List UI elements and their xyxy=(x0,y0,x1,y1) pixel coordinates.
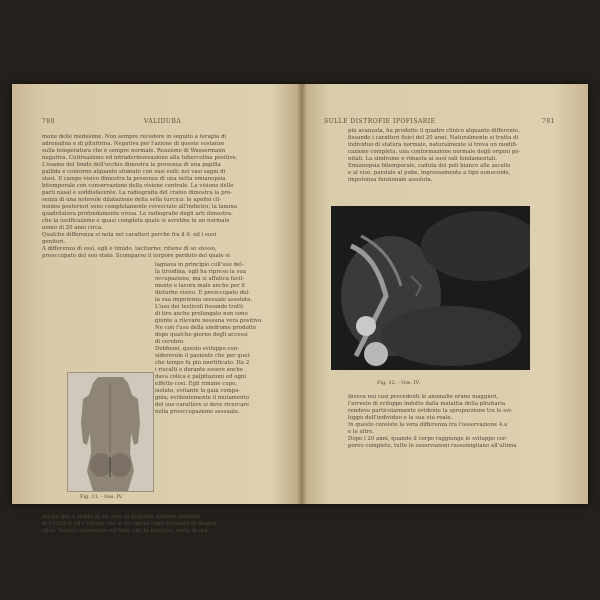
text-line: di tiro anche prolungato non sono xyxy=(155,311,248,317)
text-line: bitemporale con conservazione della visione centrale. La visione delle xyxy=(42,183,234,189)
figure-11-photo xyxy=(67,372,154,492)
text-line: Ne con l'uso della sindrome prodotte xyxy=(155,325,257,331)
figure-12-xray-image xyxy=(331,206,530,370)
text-line: occupazione, ma si affatica facil- xyxy=(155,276,245,282)
text-line: parti nasal è soddisfacente. La radiografia del cranio dimostra la pre- xyxy=(42,190,233,196)
text-line: la sua impotenza sessuale assoluta. xyxy=(155,297,253,303)
text-line: genitori. xyxy=(42,239,66,245)
text-line: rendeva particolarmente evidente la sproporzione tra lo svi- xyxy=(348,408,513,414)
text-line: individuo di statura normale, naturalmente si trova un modifi- xyxy=(348,142,518,148)
text-line: giunte a rilevare nessuna vera positivo. xyxy=(155,318,263,324)
text-line: l'arresto di sviluppo indotto dalla malattia della pituitaria xyxy=(348,401,506,407)
text-line: la tiroidina, egli ha ripreso la sua xyxy=(155,269,246,275)
text-line: dopo qualche giorno degli accessi xyxy=(155,332,248,338)
text-line: pallida e contorno alquanto sfumato con vasi esili; nei vasi sagni di xyxy=(42,169,226,175)
text-line: L'esame del fondo dell'occhio dimostra la presenza di una papilla xyxy=(42,162,221,168)
figure-11-caption: Fig. 11. - Oss. IV. xyxy=(80,494,123,500)
text-line: che tempo fu più mortificato. Ha 2 xyxy=(155,360,250,366)
text-line: quadrilatera profondamente erosa. Le radiografie degli arti dimostra- xyxy=(42,211,233,217)
text-line: poreo completo, tutte le osservazioni rassomigliano all'ultima xyxy=(348,443,517,449)
text-line: gnia; evidentemente il mutamento xyxy=(155,395,249,401)
text-line: di cerebro. xyxy=(155,339,185,345)
text-line: isolato, evitante la gaia compa- xyxy=(155,388,241,394)
text-line: Invece nei casi precedenti le anomalie erano maggiori, xyxy=(348,394,499,400)
text-line: senza di una notevole dilatazione della sella turcica: le apofisi cli- xyxy=(42,197,222,203)
text-line: sulla temperatura che è sempre normale. Reazione di Wassermann xyxy=(42,148,226,154)
text-line: uomo di 20 anni circa. xyxy=(42,225,104,231)
right-page-number: 781 xyxy=(542,118,555,125)
text-line: i riscalti e durante essere anche xyxy=(155,367,243,373)
text-line: preoccupato del suo stato. Scomparso il torpore perduto del quale si xyxy=(42,253,230,259)
text-line: Dopo i 20 anni, quando il corpo raggiunge lo sviluppo cor- xyxy=(348,436,508,442)
text-line: disturbo visivo. È preoccupato del- xyxy=(155,290,251,296)
figure-12-caption: Fig. 12. - Oss. IV. xyxy=(377,380,420,386)
text-line: In questo consiste la vera differenza tra l'osservazione 4.a xyxy=(348,422,508,428)
text-line: A differenza di essi, egli è timido, taciturno; ritiene di se stesso, xyxy=(42,246,217,252)
text-line: mone delle medesime. Non sempre recedere in seguito a terapia di xyxy=(42,134,227,140)
text-line: stica. Insisto solamente sul fatto che la malattia, sorta in età xyxy=(42,528,208,534)
text-line: Qualche differenza si nota nei caratteri perché fra il 0. ed i suoi xyxy=(42,232,217,238)
text-line: adrenalina e di pituitrina. Negativa per l'azione di queste sostanze xyxy=(42,141,225,147)
text-line: nitali. La sindrome è rimasta ai suoi sali fondamentali. xyxy=(348,156,498,162)
text-line: fissando i caratteri fisici del 20 anni. Naturalmente si tratta di xyxy=(348,135,519,141)
text-line: e al viso, parziale al pube, ingrossamento a tipo eunucoide, xyxy=(348,170,511,176)
text-line: Anche qui si tratta di un caso di distrofia adiposa genitale xyxy=(42,514,201,520)
text-line: lagnava in principio coll'uso del- xyxy=(155,262,244,268)
text-line: nella preoccupazione sessuale. xyxy=(155,409,240,415)
text-line: siderevole il paziente che per quel- xyxy=(155,353,251,359)
text-line: Emianopsia bitemporale, caduta dei peli bianco alle ascelle xyxy=(348,163,511,169)
text-line: del suo carattere si deve ricercare xyxy=(155,402,250,408)
text-line: dava colica e palpitazioni ed ogni xyxy=(155,374,247,380)
figure-12-xray xyxy=(331,206,530,370)
left-page-header: VALIDUBA xyxy=(144,118,182,125)
text-line: che la ossificazione è quasi completa quale si avrebbe in un normale xyxy=(42,218,230,224)
text-line: cazione completa, una conformazione normale degli organi ge- xyxy=(348,149,521,155)
text-line: L'uso dei testicoli fissando tratti xyxy=(155,304,244,310)
text-line: e le altre. xyxy=(348,429,375,435)
text-line: impotenza funzionale assoluta. xyxy=(348,177,433,183)
text-line: più avanzata, ha prodotto il quadro clinico alquanto differente, xyxy=(348,128,520,134)
left-page-number: 780 xyxy=(42,118,55,125)
text-line: mente e lavora male anche per il xyxy=(155,283,245,289)
left-page xyxy=(12,84,300,534)
text-line: noidee posteriori sono completamente rovesciate all'indietro; la lamina xyxy=(42,204,237,210)
text-line: negativa. Cutireazione ed intradermoreazione alla tubercolina positive. xyxy=(42,155,238,161)
text-line: stasi. Il campo visivo dimostra la presenza di una netta emianopsia xyxy=(42,176,226,182)
text-line: effetto così. Egli rimane cupo, xyxy=(155,381,238,387)
text-line: luppo dell'individuo e la sua età reale. xyxy=(348,415,453,421)
right-page-header: SULLE DISTROFIE IPOFISARIE xyxy=(324,118,436,125)
figure-11-body-image xyxy=(68,373,153,491)
text-line: di Fröhlich ed è inutile che io mi ripeta sugli elementi di diagno- xyxy=(42,521,219,527)
text-line: Debbono, questo sviluppo con- xyxy=(155,346,239,352)
